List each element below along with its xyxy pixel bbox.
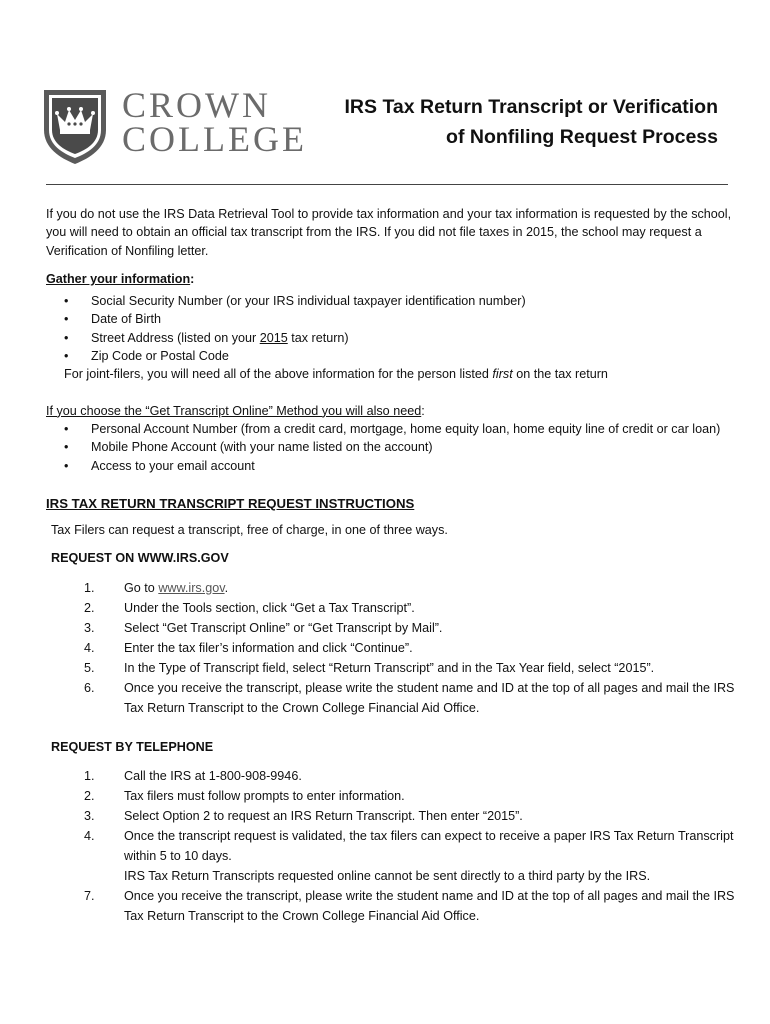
online-method-list [46,420,746,475]
intro-paragraph: If you do not use the IRS Data Retrieval Tool to provide tax information and your tax information is requested by the school, you will need to obtain an official tax transcript from the IRS. If you did not file taxes in 2015, the school may request a Verification of Nonfiling letter. [46,207,732,258]
online-method-heading: If you choose the “Get Transcript Online” Method you will also need: [46,403,425,418]
list-item: 2. Tax filers must follow prompts to enter information. [84,789,405,804]
title-line-2: of Nonfiling Request Process [446,126,718,148]
list-item: 1. Go to www.irs.gov. [84,580,229,595]
list-item: • Date of Birth [46,310,746,328]
header-divider [46,184,728,185]
list-item: • Social Security Number (or your IRS individual taxpayer identification number) [46,292,746,310]
logo-line-2: COLLEGE [122,119,307,159]
list-item: IRS Tax Return Transcripts requested online cannot be sent directly to a third party by the IRS. [124,869,651,884]
list-item: 1. Call the IRS at 1-800-908-9946. [84,769,302,784]
joint-filers-note: For joint-filers, you will need all of the above information for the person listed first on the tax return [64,367,608,382]
crown-college-shield-logo [40,86,110,166]
page-header [0,0,770,190]
list-item: 5. In the Type of Transcript field, select “Return Transcript” and in the Tax Year field, select “2015”. [84,660,655,675]
list-item: 7. Once you receive the transcript, please write the student name and ID at the top of all pages and mail the IRS Tax Return Transcript to the Crown College Financial Aid Office. [84,889,735,924]
phone-request-steps [46,766,746,926]
list-item: 3. Select “Get Transcript Online” or “Get Transcript by Mail”. [84,620,443,635]
list-item: • Street Address (listed on your 2015 tax return) [46,329,746,347]
list-item: 4. Once the transcript request is validated, the tax filers can expect to receive a paper IRS Tax Return Transcript within 5 to 10 days. [84,829,734,864]
instructions-heading: IRS TAX RETURN TRANSCRIPT REQUEST INSTRUCTIONS [46,495,415,511]
list-item: • Mobile Phone Account (with your name listed on the account) [46,438,746,456]
list-item: • Access to your email account [46,457,746,475]
irs-website-link[interactable]: www.irs.gov [158,580,225,595]
instructions-lead: Tax Filers can request a transcript, free of charge, in one of three ways. [51,523,448,538]
list-item: • Zip Code or Postal Code [46,347,746,365]
document-body [46,205,746,926]
phone-request-heading: REQUEST BY TELEPHONE [51,739,214,754]
list-item: 2. Under the Tools section, click “Get a Tax Transcript”. [84,600,415,615]
gather-list [46,292,746,365]
web-request-heading: REQUEST ON WWW.IRS.GOV [51,551,229,566]
web-request-steps [46,578,746,718]
list-item: 6. Once you receive the transcript, please write the student name and ID at the top of all pages and mail the IRS Tax Return Transcript to the Crown College Financial Aid Office. [84,680,735,715]
list-item: 4. Enter the tax filer’s information and click “Continue”. [84,640,413,655]
logo-line-1: CROWN [122,85,271,125]
gather-heading: Gather your information: [46,271,195,286]
list-item: • Personal Account Number (from a credit card, mortgage, home equity loan, home equity line of credit or car loan) [46,420,746,438]
title-line-1: IRS Tax Return Transcript or Verification [344,96,718,118]
logo-wordmark [122,85,307,159]
page-title [345,92,718,152]
list-item: 3. Select Option 2 to request an IRS Return Transcript. Then enter “2015”. [84,809,523,824]
